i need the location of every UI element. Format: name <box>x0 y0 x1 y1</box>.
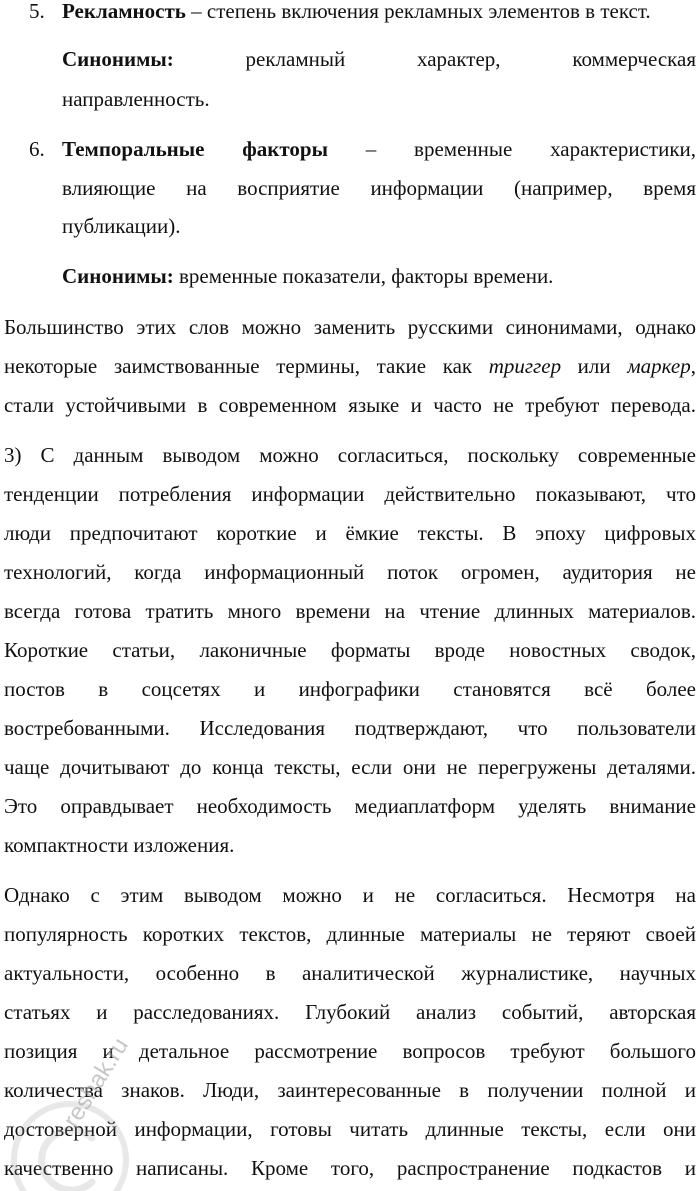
item5-synonyms-line2: направленность. <box>62 87 210 111</box>
paragraph1-text: или <box>561 354 628 378</box>
item6-term-word1: Темпоральные <box>62 137 205 161</box>
paragraph2-line: Короткие статьи, лаконичные форматы вроде новостных сводок, <box>4 638 696 662</box>
item5-definition: – степень включения рекламных элементов в текст. <box>185 0 651 23</box>
paragraph2-line: технологий, когда информационный поток огромен, аудитория не <box>4 560 696 584</box>
paragraph2-line: чаще дочитывают до конца тексты, если они не перегружены деталями. <box>4 755 696 779</box>
paragraph1-italic-term: маркер <box>627 354 691 378</box>
item6-term-word2: факторы <box>242 137 329 161</box>
item5-term: Рекламность <box>62 0 186 23</box>
paragraph2-last-line: компактности изложения. <box>4 833 235 857</box>
item6-synonyms-label: Синонимы: <box>62 264 174 288</box>
paragraph3-line: качественно написаны. Кроме того, распространение подкастов и <box>4 1156 696 1180</box>
item5-synonym-word: коммерческая <box>572 47 697 71</box>
item6-synonyms-text: временные показатели, факторы времени. <box>173 264 554 288</box>
paragraph1-line2 <box>4 353 696 379</box>
paragraph3-line: актуальности, особенно в аналитической журналистике, научных <box>4 961 696 985</box>
item6-def-word: – <box>365 137 377 161</box>
paragraph3-line: Однако с этим выводом можно и не согласиться. Несмотря на <box>4 883 696 907</box>
paragraph3-line: достоверной информации, готовы читать длинные тексты, если они <box>4 1117 696 1141</box>
watermark-text: reshak.ru <box>58 1033 134 1133</box>
paragraph2-line: Это оправдывает необходимость медиаплатформ уделять внимание <box>4 794 696 818</box>
paragraph1-line1: Большинство этих слов можно заменить русскими синонимами, однако <box>4 315 696 339</box>
paragraph2-line: 3) С данным выводом можно согласиться, поскольку современные <box>4 443 696 467</box>
paragraph1-text: некоторые заимствованные термины, такие как <box>4 354 489 378</box>
item6-definition-line2: влияющие на восприятие информации (например, время <box>62 176 696 200</box>
item6-def-word: временные <box>414 137 513 161</box>
paragraph3-line: популярность коротких текстов, длинные материалы не теряют своей <box>4 922 696 946</box>
paragraph2-line: постов в соцсетях и инфографики становятся всё более <box>4 677 696 701</box>
item5-synonym-word: рекламный <box>245 47 346 71</box>
paragraph3-line: позиция и детальное рассмотрение вопросов требуют большого <box>4 1039 696 1063</box>
item5-synonym-word: характер, <box>417 47 501 71</box>
paragraph3-line: статьях и расследованиях. Глубокий анализ событий, авторская <box>4 1000 696 1024</box>
item6-definition-line1 <box>62 136 696 162</box>
item6-synonyms-line <box>62 263 696 289</box>
item6-def-word: характеристики, <box>550 137 697 161</box>
paragraph3-line: количества знаков. Люди, заинтересованные в получении полной и <box>4 1078 696 1102</box>
paragraph2-line: тенденции потребления информации действительно показывают, что <box>4 482 696 506</box>
item6-definition-line3: публикации). <box>62 214 181 238</box>
item5-synonyms-line1 <box>62 46 696 72</box>
item5-definition-line <box>62 0 696 24</box>
paragraph2-line: востребованными. Исследования подтверждают, что пользователи <box>4 716 696 740</box>
paragraph1-italic-term: триггер <box>488 354 562 378</box>
paragraph2-line: всегда готова тратить много времени на чтение длинных материалов. <box>4 599 696 623</box>
paragraph2-line: люди предпочитают короткие и ёмкие тексты. В эпоху цифровых <box>4 521 696 545</box>
list-number-6: 6. <box>29 137 45 161</box>
list-number-5: 5. <box>29 0 45 23</box>
paragraph1-line3: стали устойчивыми в современном языке и часто не требуют перевода. <box>4 393 696 417</box>
paragraph1-text: , <box>690 354 696 378</box>
item5-synonyms-label: Синонимы: <box>62 47 174 71</box>
